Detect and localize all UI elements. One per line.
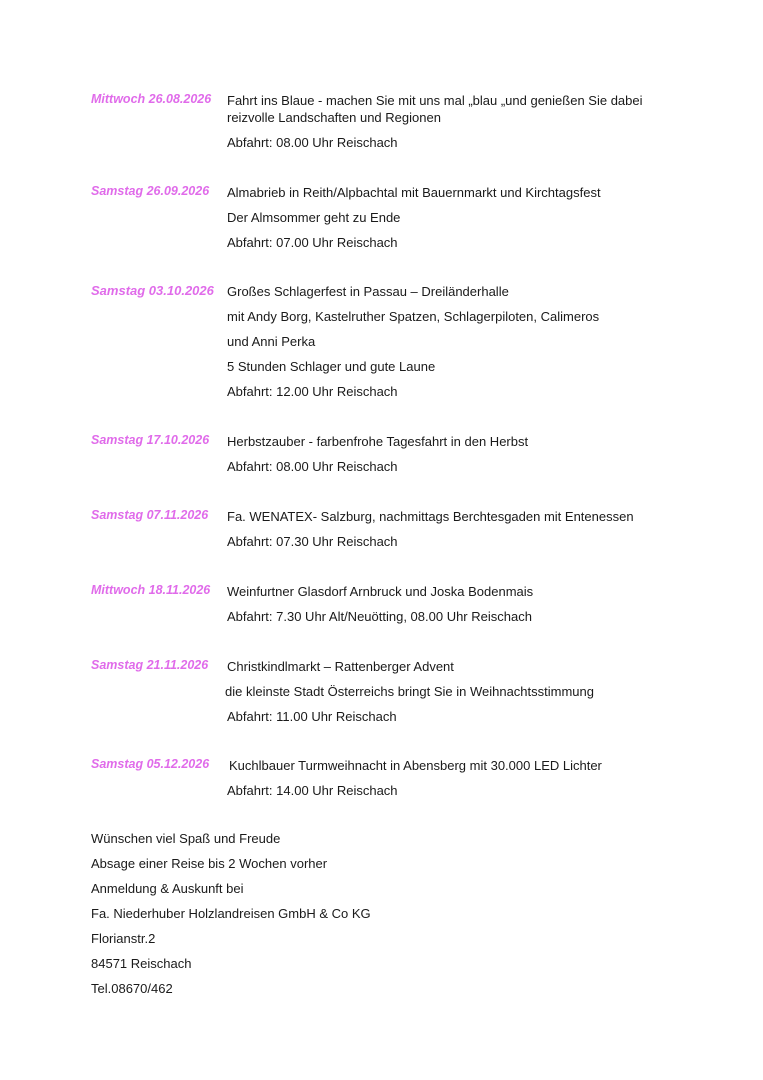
trip-departure: Abfahrt: 07.00 Uhr Reischach bbox=[227, 235, 398, 250]
trip-departure: Abfahrt: 07.30 Uhr Reischach bbox=[227, 534, 398, 549]
trip-date: Samstag 05.12.2026 bbox=[91, 757, 210, 771]
company-phone: Tel.08670/462 bbox=[91, 981, 173, 996]
contact-footer bbox=[91, 830, 651, 1005]
trip-departure: Abfahrt: 14.00 Uhr Reischach bbox=[227, 783, 398, 798]
trip-description: und Anni Perka bbox=[227, 334, 316, 349]
trip-date: Samstag 07.11.2026 bbox=[91, 508, 209, 522]
trip-details bbox=[227, 583, 697, 633]
trip-date: Samstag 03.10.2026 bbox=[91, 283, 214, 298]
cancellation-note: Absage einer Reise bis 2 Wochen vorher bbox=[91, 856, 328, 871]
trip-description: Fa. WENATEX- Salzburg, nachmittags Berchtesgaden mit Entenessen bbox=[227, 509, 634, 524]
trip-details bbox=[227, 757, 697, 807]
trip-description: Großes Schlagerfest in Passau – Dreiländerhalle bbox=[227, 284, 509, 299]
company-street: Florianstr.2 bbox=[91, 931, 156, 946]
trip-details bbox=[227, 283, 697, 408]
trip-date: Samstag 26.09.2026 bbox=[91, 184, 210, 198]
trip-description: die kleinste Stadt Österreichs bringt Sie in Weihnachtsstimmung bbox=[225, 684, 594, 699]
trip-date: Mittwoch 18.11.2026 bbox=[91, 583, 211, 597]
trip-departure: Abfahrt: 08.00 Uhr Reischach bbox=[227, 459, 398, 474]
trip-description: Kuchlbauer Turmweihnacht in Abensberg mit 30.000 LED Lichter bbox=[229, 758, 602, 773]
closing-greeting: Wünschen viel Spaß und Freude bbox=[91, 831, 281, 846]
company-name: Fa. Niederhuber Holzlandreisen GmbH & Co KG bbox=[91, 906, 371, 921]
trip-details bbox=[227, 92, 697, 159]
trip-description: Christkindlmarkt – Rattenberger Advent bbox=[227, 659, 454, 674]
trip-date: Samstag 21.11.2026 bbox=[91, 658, 209, 672]
trip-details bbox=[227, 184, 697, 259]
trip-date: Samstag 17.10.2026 bbox=[91, 433, 210, 447]
trip-description: Weinfurtner Glasdorf Arnbruck und Joska Bodenmais bbox=[227, 584, 534, 599]
trip-departure: Abfahrt: 11.00 Uhr Reischach bbox=[227, 709, 397, 724]
trip-description: mit Andy Borg, Kastelruther Spatzen, Schlagerpiloten, Calimeros bbox=[227, 309, 600, 324]
trip-details bbox=[227, 658, 697, 733]
trip-date: Mittwoch 26.08.2026 bbox=[91, 92, 212, 106]
trip-description: Fahrt ins Blaue - machen Sie mit uns mal „blau „und genießen Sie dabei reizvolle Landschaften und Regionen bbox=[227, 93, 643, 125]
company-city: 84571 Reischach bbox=[91, 956, 192, 971]
trip-departure: Abfahrt: 7.30 Uhr Alt/Neuötting, 08.00 Uhr Reischach bbox=[227, 609, 532, 624]
trip-details bbox=[227, 433, 697, 483]
trip-details bbox=[227, 508, 697, 558]
trip-description: Herbstzauber - farbenfrohe Tagesfahrt in den Herbst bbox=[227, 434, 529, 449]
trip-description: 5 Stunden Schlager und gute Laune bbox=[227, 359, 436, 374]
registration-note: Anmeldung & Auskunft bei bbox=[91, 881, 244, 896]
trip-departure: Abfahrt: 12.00 Uhr Reischach bbox=[227, 384, 398, 399]
trip-description: Der Almsommer geht zu Ende bbox=[227, 210, 401, 225]
trip-description: Almabrieb in Reith/Alpbachtal mit Bauernmarkt und Kirchtagsfest bbox=[227, 185, 601, 200]
trip-departure: Abfahrt: 08.00 Uhr Reischach bbox=[227, 135, 398, 150]
